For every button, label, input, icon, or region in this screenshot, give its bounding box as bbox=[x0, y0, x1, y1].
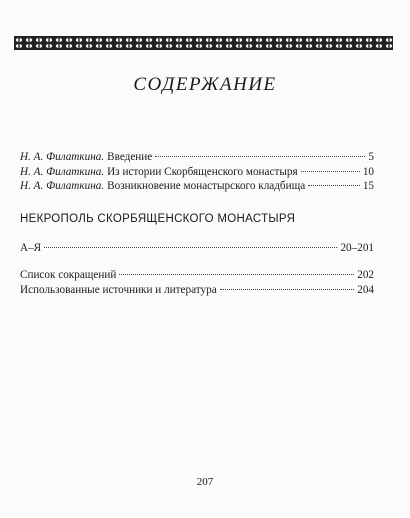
dot-leader bbox=[301, 171, 360, 172]
appendix-toc-list bbox=[20, 268, 374, 297]
toc-entry-author: Н. А. Филаткина. bbox=[20, 165, 105, 178]
toc-entry-author: Н. А. Филаткина. bbox=[20, 151, 105, 163]
toc-entry-page: 15 bbox=[362, 180, 374, 193]
dot-leader bbox=[155, 156, 365, 157]
toc-entry-title: Возникновение монастырского кладбища bbox=[107, 180, 306, 193]
toc-entry-page: 5 bbox=[368, 151, 374, 163]
necropolis-toc-list bbox=[20, 241, 374, 256]
toc-entry-sources[interactable] bbox=[20, 283, 374, 298]
toc-entry-title: Список сокращений bbox=[20, 269, 117, 281]
intro-toc-list bbox=[20, 150, 374, 194]
toc-entry-cemetery[interactable] bbox=[20, 179, 374, 194]
dot-leader bbox=[220, 289, 355, 290]
toc-entry-alphabetical[interactable] bbox=[20, 241, 374, 256]
section-heading: НЕКРОПОЛЬ СКОРБЯЩЕНСКОГО МОНАСТЫРЯ bbox=[20, 213, 296, 225]
dot-leader bbox=[308, 185, 360, 186]
toc-entry-page: 204 bbox=[357, 283, 374, 296]
toc-entry-author: Н. А. Филаткина. bbox=[20, 180, 105, 193]
toc-entry-title: А–Я bbox=[20, 242, 42, 254]
toc-entry-title: Из истории Скорбященского монастыря bbox=[107, 165, 298, 178]
ornament-border bbox=[14, 36, 393, 50]
toc-entry-abbreviations[interactable] bbox=[20, 268, 374, 283]
toc-entry-introduction[interactable] bbox=[20, 150, 374, 165]
toc-entry-history[interactable] bbox=[20, 165, 374, 180]
toc-entry-page: 202 bbox=[357, 269, 374, 281]
toc-entry-title: Использованные источники и литература bbox=[20, 283, 217, 296]
toc-entry-page: 10 bbox=[362, 165, 374, 178]
page-number: 207 bbox=[196, 476, 214, 488]
page-title: СОДЕРЖАНИЕ bbox=[133, 74, 277, 95]
toc-entry-title: Введение bbox=[107, 151, 153, 163]
dot-leader bbox=[119, 274, 354, 275]
toc-entry-page: 20–201 bbox=[340, 242, 374, 254]
dot-leader bbox=[44, 247, 337, 248]
